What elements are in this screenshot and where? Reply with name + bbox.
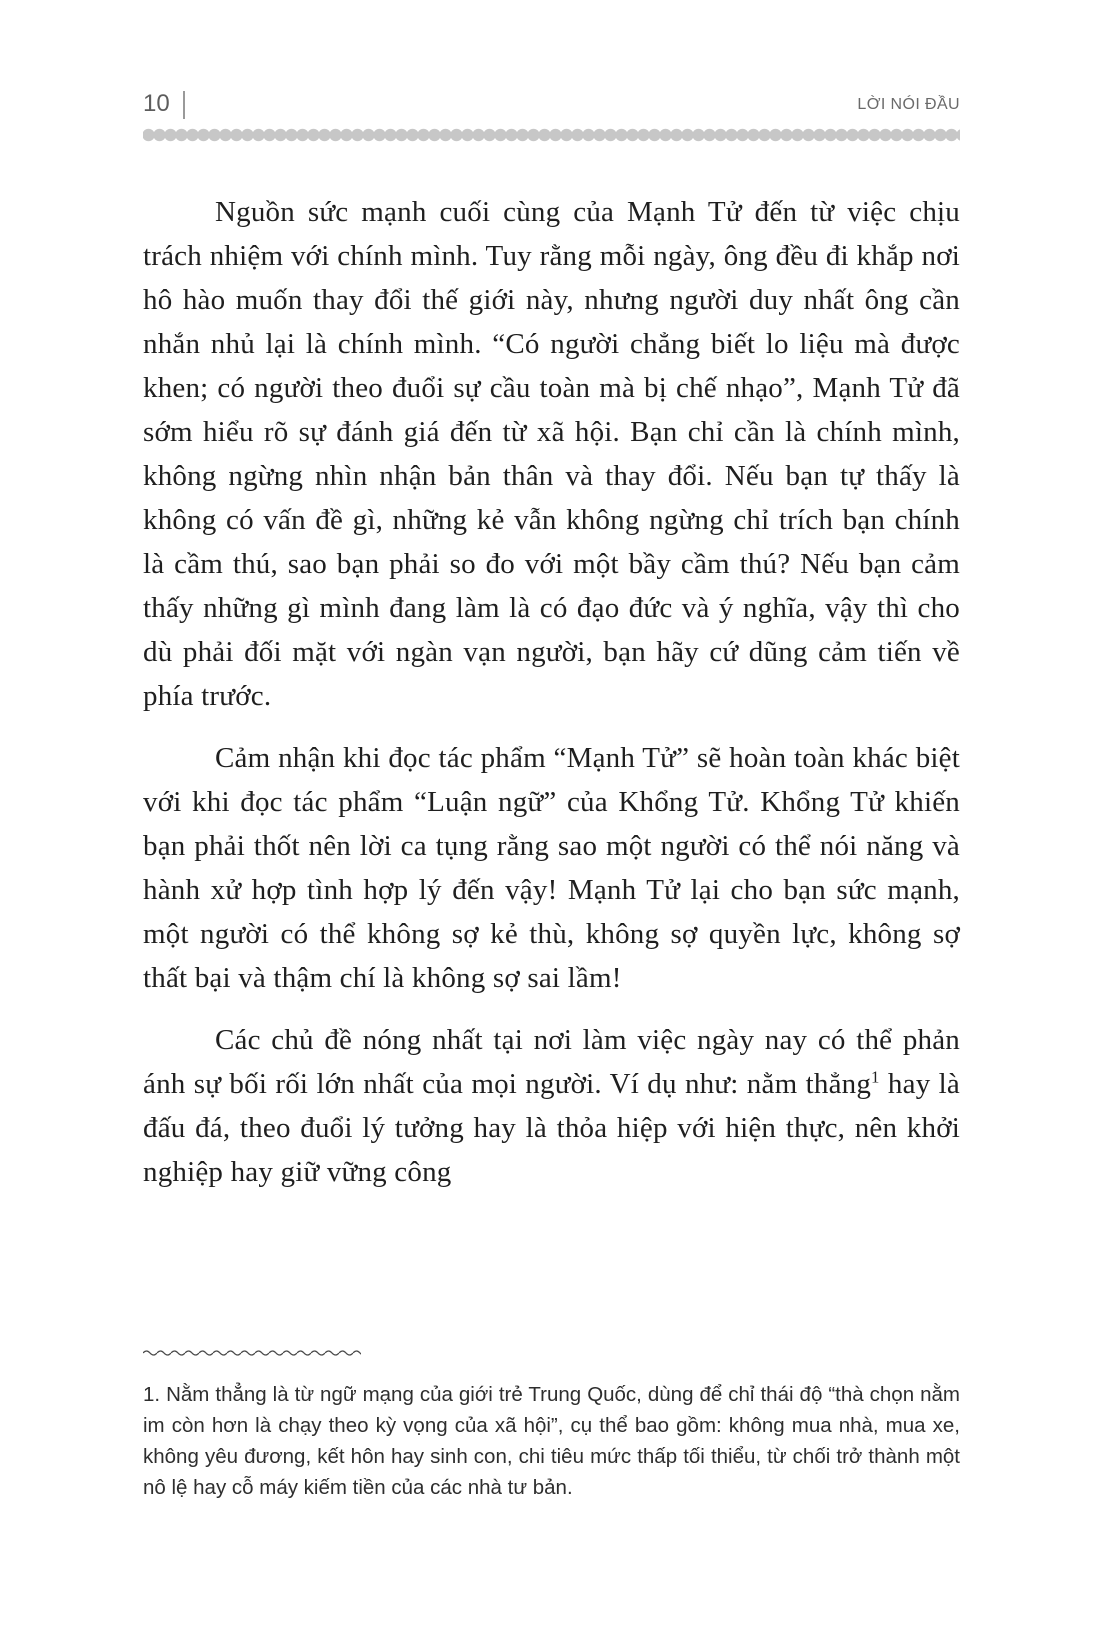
footnote-area — [143, 1348, 960, 1503]
footnote-reference-marker: 1 — [871, 1067, 880, 1087]
paragraph-2: Cảm nhận khi đọc tác phẩm “Mạnh Tử” sẽ hoàn toàn khác biệt với khi đọc tác phẩm “Luận ngữ” của Khổng Tử. Khổng Tử khiến bạn phải thốt nên lời ca tụng rằng sao một người có thể nói năng và hành xử hợp tình hợp lý đến vậy! Mạnh Tử lại cho bạn sức mạnh, một người có thể không sợ kẻ thù, không sợ quyền lực, không sợ thất bại và thậm chí là không sợ sai lầm! — [143, 742, 960, 994]
paragraph-3-text-continued: hay là đấu đá, theo đuổi lý tưởng hay là thỏa hiệp với hiện thực, nên khởi nghiệp hay giữ vững công — [143, 1068, 961, 1188]
page-header-left — [143, 91, 185, 116]
running-head-title: LỜI NÓI ĐẦU — [857, 96, 960, 113]
footnote-text: 1. Nằm thẳng là từ ngữ mạng của giới trẻ Trung Quốc, dùng để chỉ thái độ “thà chọn nằm im còn hơn là chạy theo kỳ vọng của xã hội”, cụ thể bao gồm: không mua nhà, mua xe, không yêu đương, kết hôn hay sinh con, chi tiêu mức thấp tối thiểu, từ chối trở thành một nô lệ hay cỗ máy kiếm tiền của các nhà tư bản. — [143, 1383, 960, 1499]
header-divider-bar — [183, 91, 185, 119]
page-body — [143, 190, 960, 1194]
footnote-wavy-divider — [143, 1348, 361, 1356]
decorative-scallop-band — [143, 128, 960, 142]
paragraph-1: Nguồn sức mạnh cuối cùng của Mạnh Tử đến từ việc chịu trách nhiệm với chính mình. Tuy rằng mỗi ngày, ông đều đi khắp nơi hô hào muốn thay đổi thế giới này, nhưng người duy nhất ông cần nhắn nhủ lại là chính mình. “Có người chẳng biết lo liệu mà được khen; có người theo đuổi sự cầu toàn mà bị chế nhạo”, Mạnh Tử đã sớm hiểu rõ sự đánh giá đến từ xã hội. Bạn chỉ cần là chính mình, không ngừng nhìn nhận bản thân và thay đổi. Nếu bạn tự thấy là không có vấn đề gì, những kẻ vẫn không ngừng chỉ trích bạn chính là cầm thú, sao bạn phải so đo với một bầy cầm thú? Nếu bạn cảm thấy những gì mình đang làm là có đạo đức và ý nghĩa, vậy thì cho dù phải đối mặt với ngàn vạn người, bạn hãy cứ dũng cảm tiến về phía trước. — [143, 196, 960, 712]
paragraph-3 — [143, 1018, 960, 1194]
paragraph-3-text: Các chủ đề nóng nhất tại nơi làm việc ngày nay có thể phản ánh sự bối rối lớn nhất của mọi người. Ví dụ như: nằm thẳng — [143, 1024, 960, 1100]
page-header — [143, 86, 960, 116]
page-number: 10 — [143, 90, 170, 117]
